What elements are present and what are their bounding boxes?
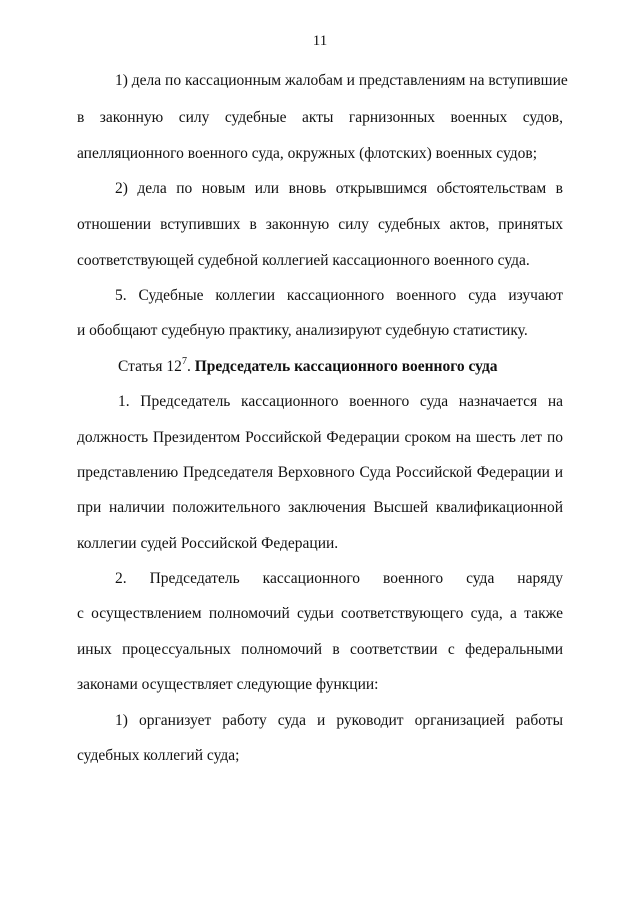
text-line: с осуществлением полномочий судьи соответствующего суда, а также [77, 605, 563, 622]
text-line: 5. Судебные коллегии кассационного военного суда изучают [115, 287, 563, 304]
page-number: 11 [312, 33, 328, 49]
text-line: законами осуществляет следующие функции: [77, 676, 379, 693]
text-line: 1) организует работу суда и руководит организацией работы [115, 712, 563, 729]
text-line: соответствующей судебной коллегией кассационного военного суда. [77, 252, 530, 269]
article-heading [118, 357, 563, 377]
article-number: Статья 12 [118, 358, 182, 375]
text-line: судебных коллегий суда; [77, 747, 240, 764]
text-line: и обобщают судебную практику, анализируют судебную статистику. [77, 322, 528, 339]
text-line: апелляционного военного суда, окружных (флотских) военных судов; [77, 145, 537, 162]
text-line: 1) дела по кассационным жалобам и представлениям на вступившие [115, 72, 568, 89]
text-line: 1. Председатель кассационного военного суда назначается на [118, 393, 563, 410]
text-line: отношении вступивших в законную силу судебных актов, принятых [77, 216, 563, 233]
article-superscript: 7 [181, 356, 187, 367]
text-line: должность Президентом Российской Федерации сроком на шесть лет по [77, 429, 563, 446]
text-line: представлению Председателя Верховного Суда Российской Федерации и [77, 464, 563, 481]
text-line: иных процессуальных полномочий в соответствии с федеральными [77, 641, 563, 658]
text-line: 2) дела по новым или вновь открывшимся обстоятельствам в [115, 180, 563, 197]
article-title: Председатель кассационного военного суда [194, 358, 498, 375]
text-line: коллегии судей Российской Федерации. [77, 535, 339, 552]
text-line: при наличии положительного заключения Высшей квалификационной [77, 499, 563, 516]
article-separator: . [186, 358, 191, 375]
text-line: в законную силу судебные акты гарнизонных военных судов, [77, 109, 563, 126]
text-line: 2. Председатель кассационного военного суда наряду [115, 570, 563, 587]
